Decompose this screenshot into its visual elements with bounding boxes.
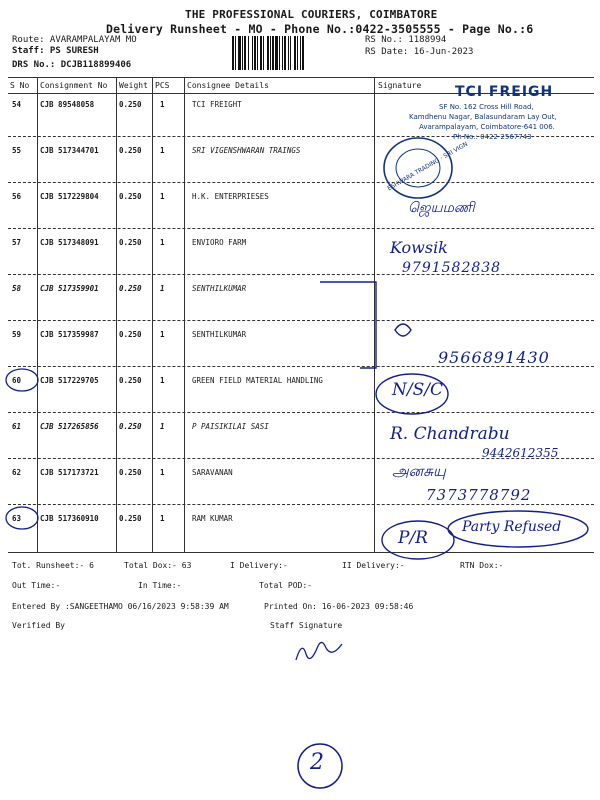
round-stamp-text: ESHWARA TRADING · SRI VIGN xyxy=(386,140,470,193)
signature-row-59-phone: 9566891430 xyxy=(438,348,550,367)
signature-row-56: ஜெயமணி xyxy=(408,200,475,216)
row-pcs: 1 xyxy=(160,330,165,339)
signature-row-60: N/S/C xyxy=(392,380,443,400)
out-time: Out Time:- xyxy=(12,581,61,590)
row-divider xyxy=(8,504,594,505)
row-sno: 56 xyxy=(12,192,22,201)
col-header-consignee: Consignee Details xyxy=(187,81,269,90)
row-weight: 0.250 xyxy=(119,468,142,477)
row-sno: 58 xyxy=(12,284,22,293)
page-mark: 2 xyxy=(310,750,324,775)
row-consignee: SRI VIGENSHWARAN TRAINGS xyxy=(192,146,301,155)
row-consignee: H.K. ENTERPRIESES xyxy=(192,192,269,201)
verified-by: Verified By xyxy=(12,621,65,630)
row-divider xyxy=(8,320,594,321)
row-sno: 60 xyxy=(12,376,22,385)
rs-date: RS Date: 16-Jun-2023 xyxy=(365,47,474,57)
row-weight: 0.250 xyxy=(119,238,142,247)
stamp-address-line: SF No. 162 Cross Hill Road, xyxy=(439,103,534,111)
row-consignment-no: CJB 517359901 xyxy=(40,284,99,293)
staff-signature-label: Staff Signature xyxy=(270,621,343,630)
row-pcs: 1 xyxy=(160,514,165,523)
signature-row-57-name: Kowsik xyxy=(390,238,448,257)
row-consignment-no: CJB 89548058 xyxy=(40,100,95,109)
col-header-consignment: Consignment No xyxy=(40,81,108,90)
row-consignee: SARAVANAN xyxy=(192,468,233,477)
row-consignee: P PAISIKILAI SASI xyxy=(192,422,269,431)
row-weight: 0.250 xyxy=(119,376,142,385)
runsheet-subtitle: Delivery Runsheet - MO - Phone No.:0422-3505555 - Page No.:6 xyxy=(106,22,534,36)
row-consignee: RAM KUMAR xyxy=(192,514,233,523)
row-consignment-no: CJB 517360910 xyxy=(40,514,99,523)
row-consignment-no: CJB 517359987 xyxy=(40,330,99,339)
signature-row-62-name: அனசுயு xyxy=(392,462,446,480)
row-weight: 0.250 xyxy=(119,284,142,293)
row-sno: 59 xyxy=(12,330,22,339)
row-sno: 57 xyxy=(12,238,22,247)
round-stamp xyxy=(380,136,470,200)
row-weight: 0.250 xyxy=(119,192,142,201)
col-header-sno: S No xyxy=(10,81,30,90)
row-consignment-no: CJB 517344701 xyxy=(40,146,99,155)
route-label: Route: AVARAMPALAYAM MO xyxy=(12,35,137,45)
signature-row-61-name: R. Chandrabu xyxy=(390,424,510,444)
row-consignment-no: CJB 517265856 xyxy=(40,422,99,431)
row-weight: 0.250 xyxy=(119,514,142,523)
row-weight: 0.250 xyxy=(119,422,142,431)
stamp-address-line: Ph No.: 0422-2567743 xyxy=(453,133,532,141)
rs-number: RS No.: 1188994 xyxy=(365,35,447,45)
table-top-rule xyxy=(8,77,594,78)
row-pcs: 1 xyxy=(160,284,165,293)
barcode xyxy=(232,36,356,70)
row-divider xyxy=(8,274,594,275)
col-header-weight: Weight xyxy=(119,81,148,90)
row-consignee: SENTHILKUMAR xyxy=(192,284,247,293)
rtn-dox: RTN Dox:- xyxy=(460,561,504,570)
row-weight: 0.250 xyxy=(119,100,142,109)
row-pcs: 1 xyxy=(160,376,165,385)
row-sno: 62 xyxy=(12,468,22,477)
printed-on: Printed On: 16-06-2023 09:58:46 xyxy=(264,602,414,611)
signature-row-63-note: Party Refused xyxy=(462,519,562,535)
signature-row-61-phone: 9442612355 xyxy=(482,446,559,460)
table-bottom-rule xyxy=(8,552,594,553)
drs-number: DRS No.: DCJB118899406 xyxy=(12,60,132,70)
col-divider xyxy=(374,77,375,552)
row-consignee: TCI FREIGHT xyxy=(192,100,242,109)
company-title: THE PROFESSIONAL COURIERS, COIMBATORE xyxy=(185,8,438,21)
i-delivery: I Delivery:- xyxy=(230,561,288,570)
row-consignment-no: CJB 517348091 xyxy=(40,238,99,247)
row-pcs: 1 xyxy=(160,100,165,109)
row-sno: 61 xyxy=(12,422,22,431)
row-divider xyxy=(8,228,594,229)
staff-label: Staff: PS SURESH xyxy=(12,46,99,56)
row-pcs: 1 xyxy=(160,468,165,477)
row-sno: 55 xyxy=(12,146,22,155)
total-pod: Total POD:- xyxy=(259,581,312,590)
row-divider xyxy=(8,182,594,183)
row-sno: 63 xyxy=(12,514,22,523)
row-pcs: 1 xyxy=(160,238,165,247)
row-consignment-no: CJB 517173721 xyxy=(40,468,99,477)
signature-row-57-phone: 9791582838 xyxy=(402,260,502,276)
stamp-address-line: Kamdhenu Nagar, Balasundaram Lay Out, xyxy=(409,113,557,121)
row-consignment-no: CJB 517229705 xyxy=(40,376,99,385)
col-divider xyxy=(37,77,38,552)
tot-runsheet: Tot. Runsheet:- 6 xyxy=(12,561,94,570)
col-header-signature: Signature xyxy=(378,81,422,90)
col-divider xyxy=(116,77,117,552)
row-pcs: 1 xyxy=(160,146,165,155)
in-time: In Time:- xyxy=(138,581,182,590)
row-pcs: 1 xyxy=(160,192,165,201)
total-dox: Total Dox:- 63 xyxy=(124,561,192,570)
row-consignee: SENTHILKUMAR xyxy=(192,330,247,339)
signature-row-63-code: P/R xyxy=(398,528,428,548)
row-consignee: ENVIORO FARM xyxy=(192,238,247,247)
signature-row-62-phone: 7373778792 xyxy=(426,486,532,504)
row-divider xyxy=(8,412,594,413)
row-consignee: GREEN FIELD MATERIAL HANDLING xyxy=(192,376,323,385)
row-weight: 0.250 xyxy=(119,330,142,339)
ii-delivery: II Delivery:- xyxy=(342,561,405,570)
row-consignment-no: CJB 517229804 xyxy=(40,192,99,201)
col-divider xyxy=(152,77,153,552)
row-weight: 0.250 xyxy=(119,146,142,155)
row-sno: 54 xyxy=(12,100,22,109)
col-header-pcs: PCS xyxy=(155,81,170,90)
col-divider xyxy=(184,77,185,552)
stamp-brand: TCI FREIGH xyxy=(455,84,554,100)
stamp-address-line: Avarampalayam, Coimbatore-641 006. xyxy=(419,123,555,131)
barcode-bar xyxy=(304,36,305,70)
row-pcs: 1 xyxy=(160,422,165,431)
entered-by: Entered By :SANGEETHAMO 06/16/2023 9:58:39 AM xyxy=(12,602,229,611)
